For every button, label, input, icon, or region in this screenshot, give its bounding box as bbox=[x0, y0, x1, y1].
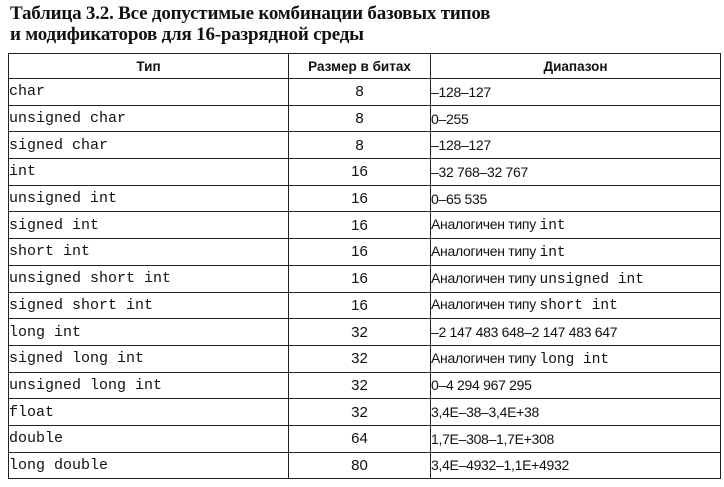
range-cell bbox=[431, 212, 721, 239]
bits-cell: 16 bbox=[289, 212, 431, 239]
bits-cell: 64 bbox=[289, 425, 431, 452]
type-cell: double bbox=[9, 425, 289, 452]
bits-cell: 16 bbox=[289, 292, 431, 319]
table-body bbox=[9, 79, 721, 479]
header-range: Диапазон bbox=[431, 54, 721, 79]
type-cell: long int bbox=[9, 319, 289, 346]
table-row bbox=[9, 79, 721, 106]
caption-line-2: и модификаторов для 16-разрядной среды bbox=[10, 24, 364, 45]
range-prefix: Аналогичен типу bbox=[431, 349, 540, 366]
range-type-code: unsigned int bbox=[539, 271, 644, 288]
bits-cell: 16 bbox=[289, 265, 431, 292]
header-row bbox=[9, 54, 721, 79]
type-cell: signed short int bbox=[9, 292, 289, 319]
header-type: Тип bbox=[9, 54, 289, 79]
range-cell: –32 768–32 767 bbox=[431, 159, 721, 186]
types-table bbox=[8, 53, 721, 479]
table-row bbox=[9, 319, 721, 346]
type-cell: signed int bbox=[9, 212, 289, 239]
header-bits: Размер в битах bbox=[289, 54, 431, 79]
range-prefix: Аналогичен типу bbox=[431, 269, 540, 286]
bits-cell: 8 bbox=[289, 105, 431, 132]
table-row bbox=[9, 292, 721, 319]
type-cell: int bbox=[9, 159, 289, 186]
type-cell: unsigned char bbox=[9, 105, 289, 132]
range-prefix: Аналогичен типу bbox=[431, 296, 540, 313]
type-cell: float bbox=[9, 399, 289, 426]
range-type-code: int bbox=[539, 244, 566, 261]
table-row bbox=[9, 399, 721, 426]
table-row bbox=[9, 105, 721, 132]
type-cell: signed char bbox=[9, 132, 289, 159]
range-cell: –128–127 bbox=[431, 132, 721, 159]
caption-line-1: Таблица 3.2. Все допустимые комбинации базовых типов bbox=[10, 3, 491, 24]
range-cell bbox=[431, 292, 721, 319]
table-row bbox=[9, 159, 721, 186]
range-cell: 3,4E–38–3,4E+38 bbox=[431, 399, 721, 426]
range-type-code: short int bbox=[539, 298, 618, 315]
table-caption bbox=[10, 3, 710, 45]
range-cell bbox=[431, 239, 721, 266]
bits-cell: 32 bbox=[289, 345, 431, 372]
range-cell: 0–4 294 967 295 bbox=[431, 372, 721, 399]
range-cell bbox=[431, 265, 721, 292]
bits-cell: 80 bbox=[289, 452, 431, 479]
table-row bbox=[9, 239, 721, 266]
table-row bbox=[9, 425, 721, 452]
bits-cell: 8 bbox=[289, 132, 431, 159]
type-cell: unsigned short int bbox=[9, 265, 289, 292]
range-cell: –128–127 bbox=[431, 79, 721, 106]
range-cell: 0–65 535 bbox=[431, 185, 721, 212]
table-row bbox=[9, 265, 721, 292]
bits-cell: 32 bbox=[289, 372, 431, 399]
bits-cell: 16 bbox=[289, 185, 431, 212]
type-cell: unsigned long int bbox=[9, 372, 289, 399]
bits-cell: 16 bbox=[289, 239, 431, 266]
range-prefix: Аналогичен типу bbox=[431, 242, 540, 259]
range-cell: 0–255 bbox=[431, 105, 721, 132]
type-cell: char bbox=[9, 79, 289, 106]
range-type-code: long int bbox=[539, 351, 610, 368]
range-cell: 1,7E–308–1,7E+308 bbox=[431, 425, 721, 452]
type-cell: long double bbox=[9, 452, 289, 479]
range-cell: 3,4E–4932–1,1E+4932 bbox=[431, 452, 721, 479]
table-row bbox=[9, 185, 721, 212]
type-cell: signed long int bbox=[9, 345, 289, 372]
table-row bbox=[9, 372, 721, 399]
bits-cell: 16 bbox=[289, 159, 431, 186]
table-row bbox=[9, 452, 721, 479]
table-row bbox=[9, 212, 721, 239]
range-prefix: Аналогичен типу bbox=[431, 216, 540, 233]
table-row bbox=[9, 345, 721, 372]
bits-cell: 32 bbox=[289, 319, 431, 346]
bits-cell: 32 bbox=[289, 399, 431, 426]
range-cell bbox=[431, 345, 721, 372]
table-row bbox=[9, 132, 721, 159]
range-type-code: int bbox=[539, 218, 566, 235]
bits-cell: 8 bbox=[289, 79, 431, 106]
type-cell: unsigned int bbox=[9, 185, 289, 212]
range-cell: –2 147 483 648–2 147 483 647 bbox=[431, 319, 721, 346]
type-cell: short int bbox=[9, 239, 289, 266]
